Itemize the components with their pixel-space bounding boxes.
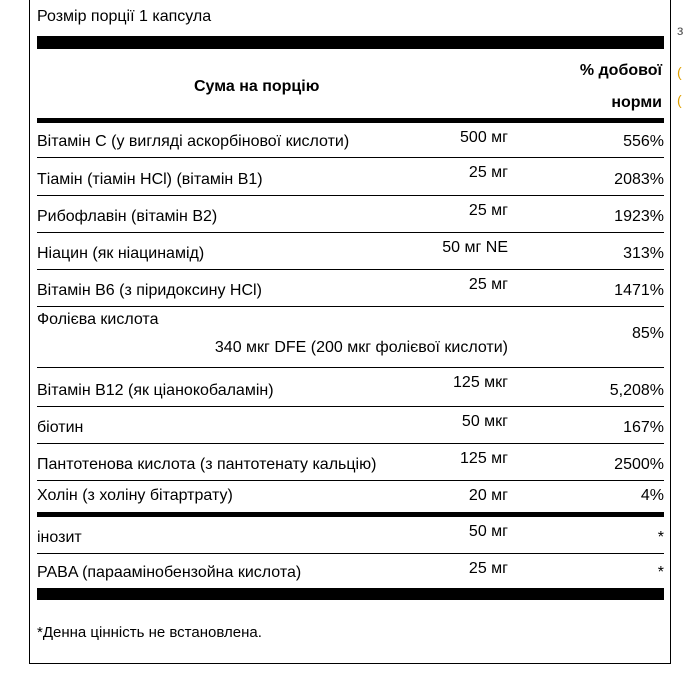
amount-per-serving-header: Сума на порцію [194, 78, 320, 95]
nutrient-amount: 340 мкг DFE (200 мкг фолієвої кислоти) [214, 339, 508, 356]
nutrient-name: біотин [37, 419, 84, 436]
nutrient-row-riboflavin [37, 196, 664, 233]
edge-fragment: з [677, 22, 684, 38]
footnote: *Денна цінність не встановлена. [37, 624, 262, 641]
nutrient-daily-value: 85% [631, 325, 664, 342]
nutrient-amount: 50 мкг [461, 413, 508, 430]
nutrient-name: Пантотенова кислота (з пантотенату кальцію) [37, 456, 377, 473]
nutrient-name: Тіамін (тіамін HCl) (вітамін B1) [37, 171, 263, 188]
edge-fragment: ( [677, 92, 682, 108]
nutrient-amount: 50 мг [468, 523, 508, 540]
serving-size: Розмір порції 1 капсула [37, 8, 212, 25]
nutrient-row-paba [37, 554, 664, 588]
nutrient-amount: 25 мг [468, 560, 508, 577]
nutrient-daily-value: 2083% [614, 171, 664, 188]
bottom-thick-divider [37, 588, 664, 600]
nutrient-daily-value: 4% [640, 487, 664, 504]
nutrient-amount: 50 мг NE [442, 239, 508, 256]
nutrient-name: PABA (параамінобензойна кислота) [37, 564, 302, 581]
nutrient-amount: 125 мкг [453, 374, 508, 391]
nutrient-daily-value: 167% [623, 419, 664, 436]
nutrient-amount: 500 мг [460, 129, 508, 146]
nutrient-daily-value: 556% [623, 133, 664, 150]
nutrient-daily-value: 1923% [614, 208, 664, 225]
nutrient-name: Рибофлавін (вітамін B2) [37, 208, 218, 225]
nutrient-row-pantothenic-acid [37, 444, 664, 481]
nutrient-name: інозит [37, 529, 82, 546]
daily-value-header-line1: % добової [579, 62, 662, 79]
nutrient-row-niacin [37, 233, 664, 270]
nutrient-row-vitamin-c [37, 123, 664, 158]
supplement-facts-panel [29, 0, 671, 664]
nutrient-name: Вітамін B12 (як ціанокобаламін) [37, 382, 274, 399]
nutrient-amount: 25 мг [468, 164, 508, 181]
daily-value-header-line2: норми [611, 94, 662, 111]
nutrient-name: Холін (з холіну бітартрату) [37, 487, 233, 504]
nutrient-name: Ніацин (як ніацинамід) [37, 245, 205, 262]
nutrient-daily-value: 2500% [614, 456, 664, 473]
nutrient-amount: 20 мг [468, 487, 508, 504]
nutrient-name: Фолієва кислота [37, 311, 159, 328]
nutrient-daily-value: 313% [623, 245, 664, 262]
nutrient-row-inositol [37, 517, 664, 554]
nutrient-daily-value: 5,208% [609, 382, 664, 399]
nutrient-row-folic-acid [37, 307, 664, 368]
top-thick-divider [37, 36, 664, 49]
nutrient-row-thiamin [37, 158, 664, 196]
nutrient-daily-value: * [657, 564, 664, 581]
nutrient-name: Вітамін C (у вигляді аскорбінової кислоти) [37, 133, 350, 150]
nutrient-amount: 125 мг [460, 450, 508, 467]
nutrient-name: Вітамін B6 (з піридоксину HCl) [37, 282, 262, 299]
nutrient-amount: 25 мг [468, 202, 508, 219]
nutrient-amount: 25 мг [468, 276, 508, 293]
nutrient-row-biotin [37, 407, 664, 444]
nutrient-row-choline [37, 481, 664, 511]
nutrient-daily-value: 1471% [614, 282, 664, 299]
nutrient-daily-value: * [657, 529, 664, 546]
edge-fragment: ( [677, 64, 682, 80]
nutrient-row-vitamin-b12 [37, 368, 664, 407]
nutrient-row-vitamin-b6 [37, 270, 664, 307]
